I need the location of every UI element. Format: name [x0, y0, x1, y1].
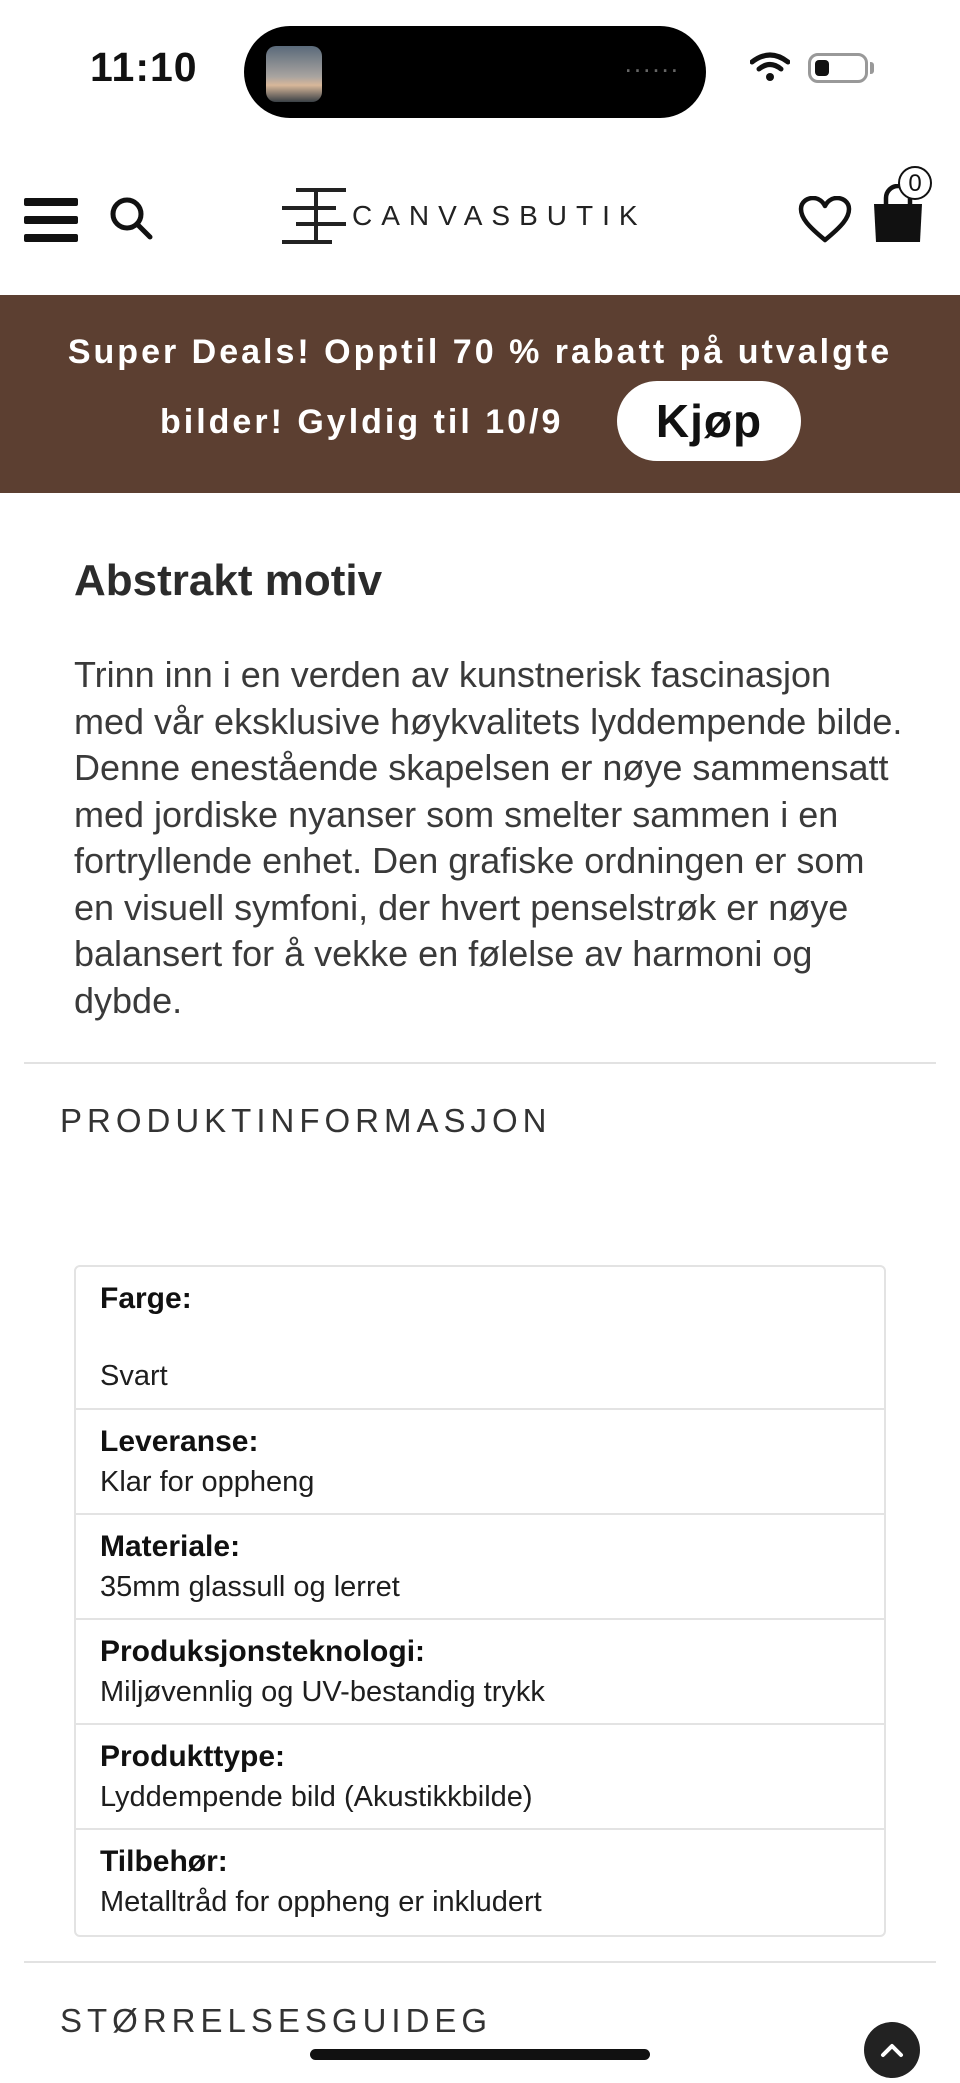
product-info-accordion[interactable]: PRODUKTINFORMASJON [60, 1102, 552, 1139]
info-label: Farge: [100, 1282, 192, 1315]
size-guide-accordion[interactable]: STØRRELSESGUIDEG [60, 2002, 493, 2039]
info-label: Produksjonsteknologi: [100, 1635, 426, 1668]
buy-button[interactable]: Kjøp [617, 381, 801, 461]
info-value: Lyddempende bild (Akustikkbilde) [100, 1781, 533, 1813]
promo-text-line1: Super Deals! Opptil 70 % rabatt på utvalgte [67, 333, 893, 371]
battery-icon [808, 53, 868, 83]
info-value: Metalltråd for oppheng er inkludert [100, 1886, 542, 1918]
status-time: 11:10 [90, 44, 198, 90]
hamburger-menu-icon[interactable] [24, 198, 78, 242]
info-value: Svart [100, 1360, 168, 1392]
logo-mark-icon [280, 186, 348, 246]
logo-text: CANVASBUTIK [352, 200, 647, 231]
battery-tip [870, 62, 874, 74]
product-description: Trinn inn i en verden av kunstnerisk fascinasjon med vår eksklusive høykvalitets lyddempende bilde. Denne enestående skapelsen er nøye sammensatt med jordiske nyanser som smelter sammen i en fortryllende enhet. Den grafiske ordningen er som en visuell symfoni, der hvert penselstrøk er nøye balansert for å vekke en følelse av harmoni og dybde. [74, 654, 903, 1021]
info-row [76, 1725, 884, 1830]
product-title: Abstrakt motiv [74, 556, 383, 605]
cart-count-badge: 0 [898, 166, 932, 200]
media-thumbnail [266, 46, 322, 102]
info-value: Klar for oppheng [100, 1466, 315, 1498]
info-row [76, 1830, 884, 1935]
info-label: Produkttype: [100, 1740, 286, 1773]
divider [24, 1062, 936, 1064]
island-indicator: ...... [624, 48, 680, 78]
home-indicator [310, 2049, 650, 2060]
info-label: Leveranse: [100, 1425, 259, 1458]
search-icon[interactable] [108, 195, 154, 241]
info-label: Tilbehør: [100, 1845, 228, 1878]
chevron-up-icon [864, 2022, 920, 2078]
promo-text-line2: bilder! Gyldig til 10/9 [160, 403, 564, 441]
info-value: 35mm glassull og lerret [100, 1571, 400, 1603]
info-value: Miljøvennlig og UV-bestandig trykk [100, 1676, 545, 1708]
info-row [76, 1267, 884, 1410]
site-header [0, 140, 960, 295]
promo-banner [0, 295, 960, 493]
wifi-icon [750, 52, 790, 82]
status-bar [0, 0, 960, 140]
divider [24, 1961, 936, 1963]
wishlist-heart-icon[interactable] [798, 196, 852, 244]
dynamic-island [244, 26, 706, 118]
info-row [76, 1410, 884, 1515]
info-row [76, 1515, 884, 1620]
product-info-table [74, 1265, 886, 1937]
scroll-to-top-button[interactable] [864, 2022, 920, 2078]
info-row [76, 1620, 884, 1725]
info-label: Materiale: [100, 1530, 241, 1563]
canvasbutik-logo[interactable] [280, 186, 680, 246]
